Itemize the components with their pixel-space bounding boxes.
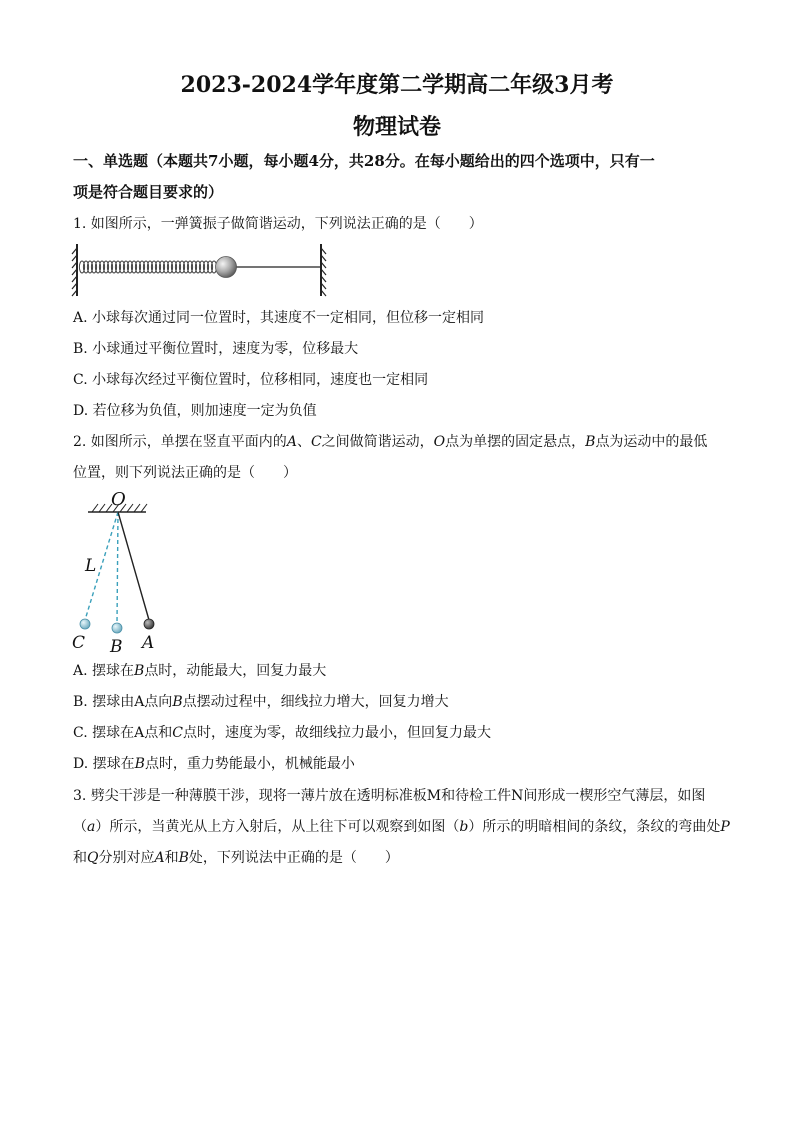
- q1-option-b: B. 小球通过平衡位置时，速度为零，位移最大: [73, 341, 359, 357]
- q3-stem-line2: （a）所示，当黄光从上方入射后，从上往下可以观察到如图（b）所示的明暗相间的条纹，条纹的弯曲处P: [73, 819, 730, 835]
- q3-stem-line3: 和Q分别对应A和B处，下列说法中正确的是（ ）: [73, 850, 399, 866]
- bob-b: [112, 623, 122, 633]
- q3-stem-line1: 3. 劈尖干涉是一种薄膜干涉，现将一薄片放在透明标准板M和待检工件N间形成一楔形空气薄层，如图: [73, 788, 706, 804]
- string-to-a: [118, 512, 149, 620]
- q1-stem: 1. 如图所示，一弹簧振子做简谐运动，下列说法正确的是（ ）: [73, 216, 483, 232]
- q1-option-d: D. 若位移为负值，则加速度一定为负值: [73, 403, 317, 419]
- exam-title: 2023-2024学年度第二学期高二年级3月考: [180, 72, 614, 98]
- exam-subtitle: 物理试卷: [352, 114, 441, 140]
- string-to-b: [117, 512, 118, 624]
- section-heading-line1: 一、单选题（本题共7小题，每小题4分，共28分。在每小题给出的四个选项中，只有一: [73, 152, 655, 170]
- q2-option-d: D. 摆球在B点时，重力势能最小，机械能最小: [73, 756, 355, 772]
- ball: [216, 257, 237, 278]
- left-wall: [72, 244, 77, 296]
- bob-c: [80, 619, 90, 629]
- q1-option-a: A. 小球每次通过同一位置时，其速度不一定相同，但位移一定相同: [73, 310, 485, 326]
- spring: [79, 261, 216, 273]
- q2-stem-line2: 位置，则下列说法正确的是（ ）: [73, 465, 297, 481]
- q2-stem-line1: 2. 如图所示，单摆在竖直平面内的A、C之间做简谐运动，O点为单摆的固定悬点，B点为运动中的最低: [73, 434, 708, 450]
- pendulum-label-a: A: [142, 633, 155, 653]
- pendulum-label-l: L: [85, 556, 97, 576]
- section-heading-line2: 项是符合题目要求的）: [73, 183, 224, 201]
- q1-option-c: C. 小球每次经过平衡位置时，位移相同，速度也一定相同: [73, 372, 429, 388]
- q2-option-c: C. 摆球在A点和C点时，速度为零，故细线拉力最小，但回复力最大: [73, 725, 491, 741]
- pendulum-label-c: C: [72, 633, 86, 653]
- spring-oscillator-figure: [70, 240, 330, 302]
- q2-option-a: A. 摆球在B点时，动能最大，回复力最大: [73, 663, 327, 679]
- pendulum-figure: [66, 485, 186, 657]
- right-wall: [321, 244, 326, 296]
- pendulum-label-o: O: [111, 489, 126, 510]
- pendulum-label-b: B: [110, 637, 123, 657]
- bob-a: [144, 619, 154, 629]
- q2-option-b: B. 摆球由A点向B点摆动过程中，细线拉力增大，回复力增大: [73, 694, 449, 710]
